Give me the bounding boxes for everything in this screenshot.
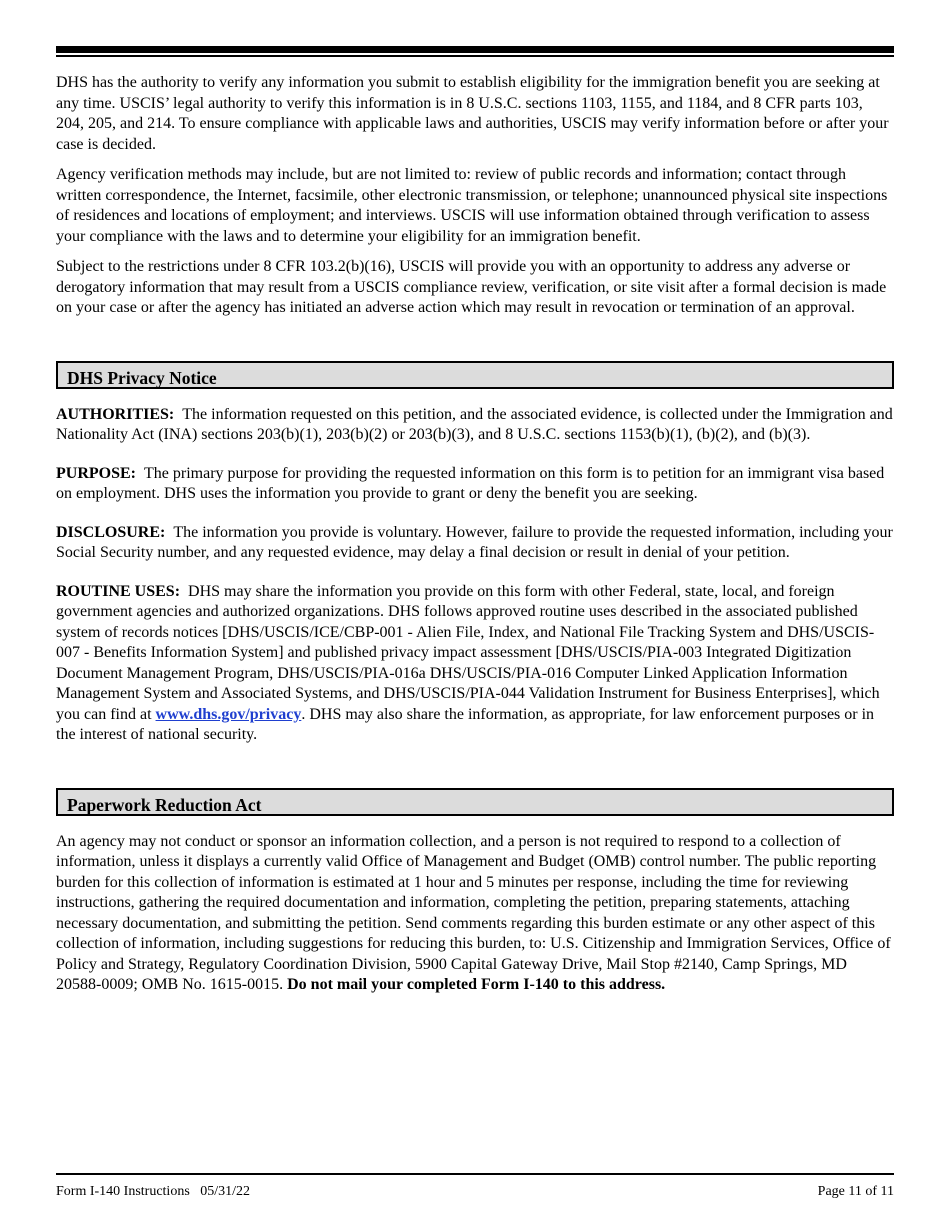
authorities-text: The information requested on this petition, and the associated evidence, is collected under the Immigration and Nationality Act (INA) sections 203(b)(1), 203(b)(2) or 203(b)(3), and 8 U.S.C. sections 1153(b)(1), (b)(2), and (b)(3). [56,405,893,443]
disclosure-paragraph [56,523,894,564]
do-not-mail-notice: Do not mail your completed Form I-140 to this address. [287,976,666,993]
form-edition-label: Form I-140 Instructions 05/31/22 [56,1184,251,1199]
paperwork-reduction-section [56,832,894,996]
routine-uses-label: ROUTINE USES: [56,582,181,600]
authorities-paragraph [56,405,894,446]
verification-paragraph-3: Subject to the restrictions under 8 CFR 103.2(b)(16), USCIS will provide you with an opportunity to address any adverse or derogatory information that may result from a USCIS compliance review, verification, or site visit after a formal decision is made on your case or after the agency has initiated an adverse action which may result in revocation or termination of an approval. [56,258,887,316]
header-thin-rule [56,55,894,57]
footer-rule [56,1173,894,1175]
routine-uses-text: DHS may share the information you provide on this form with other Federal, state, local, and foreign government agencies and authorized organizations. DHS follows approved routine uses described in the associated published system of records notices [DHS/USCIS/ICE/CBP-001 - Alien File, Index, and National File Tracking System and DHS/USCIS-007 - Benefits Information System] and published privacy impact assessment [DHS/USCIS/PIA-003 Integrated Digitization Document Management Program, DHS/USCIS/PIA-016a DHS/USCIS/PIA-016 Computer Linked Application Information Management System and Associated Systems, and DHS/USCIS/PIA-044 Validation Instrument for Business Enterprises], which you can find at [56,582,880,723]
verification-paragraph-2: Agency verification methods may include, but are not limited to: review of public records and information; contact through written correspondence, the Internet, facsimile, other electronic transmission, or telephone; unannounced physical site inspections of residences and locations of employment; and interviews. USCIS will use information obtained through verification to assess your compliance with the laws and to determine your eligibility for an immigration benefit. [56,166,888,245]
purpose-paragraph [56,464,894,505]
verification-paragraph-1: DHS has the authority to verify any information you submit to establish eligibility for the immigration benefit you are seeking at any time. USCIS’ legal authority to verify this information is in 8 U.S.C. sections 1103, 1155, and 1184, and 8 CFR parts 103, 204, 205, and 214. To ensure compliance with applicable laws and authorities, USCIS may verify information before or after your case is decided. [56,74,889,153]
paperwork-reduction-paragraph [56,832,894,996]
page-footer [56,1173,894,1200]
disclosure-text: The information you provide is voluntary. However, failure to provide the requested information, including your Social Security number, and any requested evidence, may delay a final decision or result in denial of your petition. [56,523,893,561]
routine-uses-paragraph [56,582,894,746]
routine-uses-text-end: . DHS may also share the information, as appropriate, for law enforcement purposes or in the interest of national security. [56,705,875,743]
paperwork-reduction-text: An agency may not conduct or sponsor an information collection, and a person is not required to respond to a collection of information, unless it displays a currently valid Office of Management and Budget (OMB) control number. The public reporting burden for this collection of information is estimated at 1 hour and 5 minutes per response, including the time for reviewing instructions, gathering the required documentation and information, completing the petition, preparing statements, attaching necessary documentation, and submitting the petition. Send comments regarding this burden estimate or any other aspect of this collection of information, including suggestions for reducing this burden, to: U.S. Citizenship and Immigration Services, Office of Policy and Strategy, Regulatory Coordination Division, 5900 Capital Gateway Drive, Mail Stop #2140, Camp Springs, MD 20588-0009; OMB No. 1615-0015. [56,832,891,993]
privacy-notice-heading: DHS Privacy Notice [56,361,894,389]
purpose-text: The primary purpose for providing the requested information on this form is to petition for an immigrant visa based on employment. DHS uses the information you provide to grant or deny the benefit you are seeking. [56,464,885,502]
privacy-notice-section [56,405,894,746]
dhs-privacy-link[interactable]: www.dhs.gov/privacy [155,705,302,723]
header-thick-rule [56,46,894,53]
disclosure-label: DISCLOSURE: [56,523,166,541]
verification-section [56,73,894,319]
document-page [56,46,894,996]
paperwork-reduction-heading: Paperwork Reduction Act [56,788,894,816]
purpose-label: PURPOSE: [56,464,136,482]
page-number: Page 11 of 11 [817,1184,894,1199]
authorities-label: AUTHORITIES: [56,405,175,423]
